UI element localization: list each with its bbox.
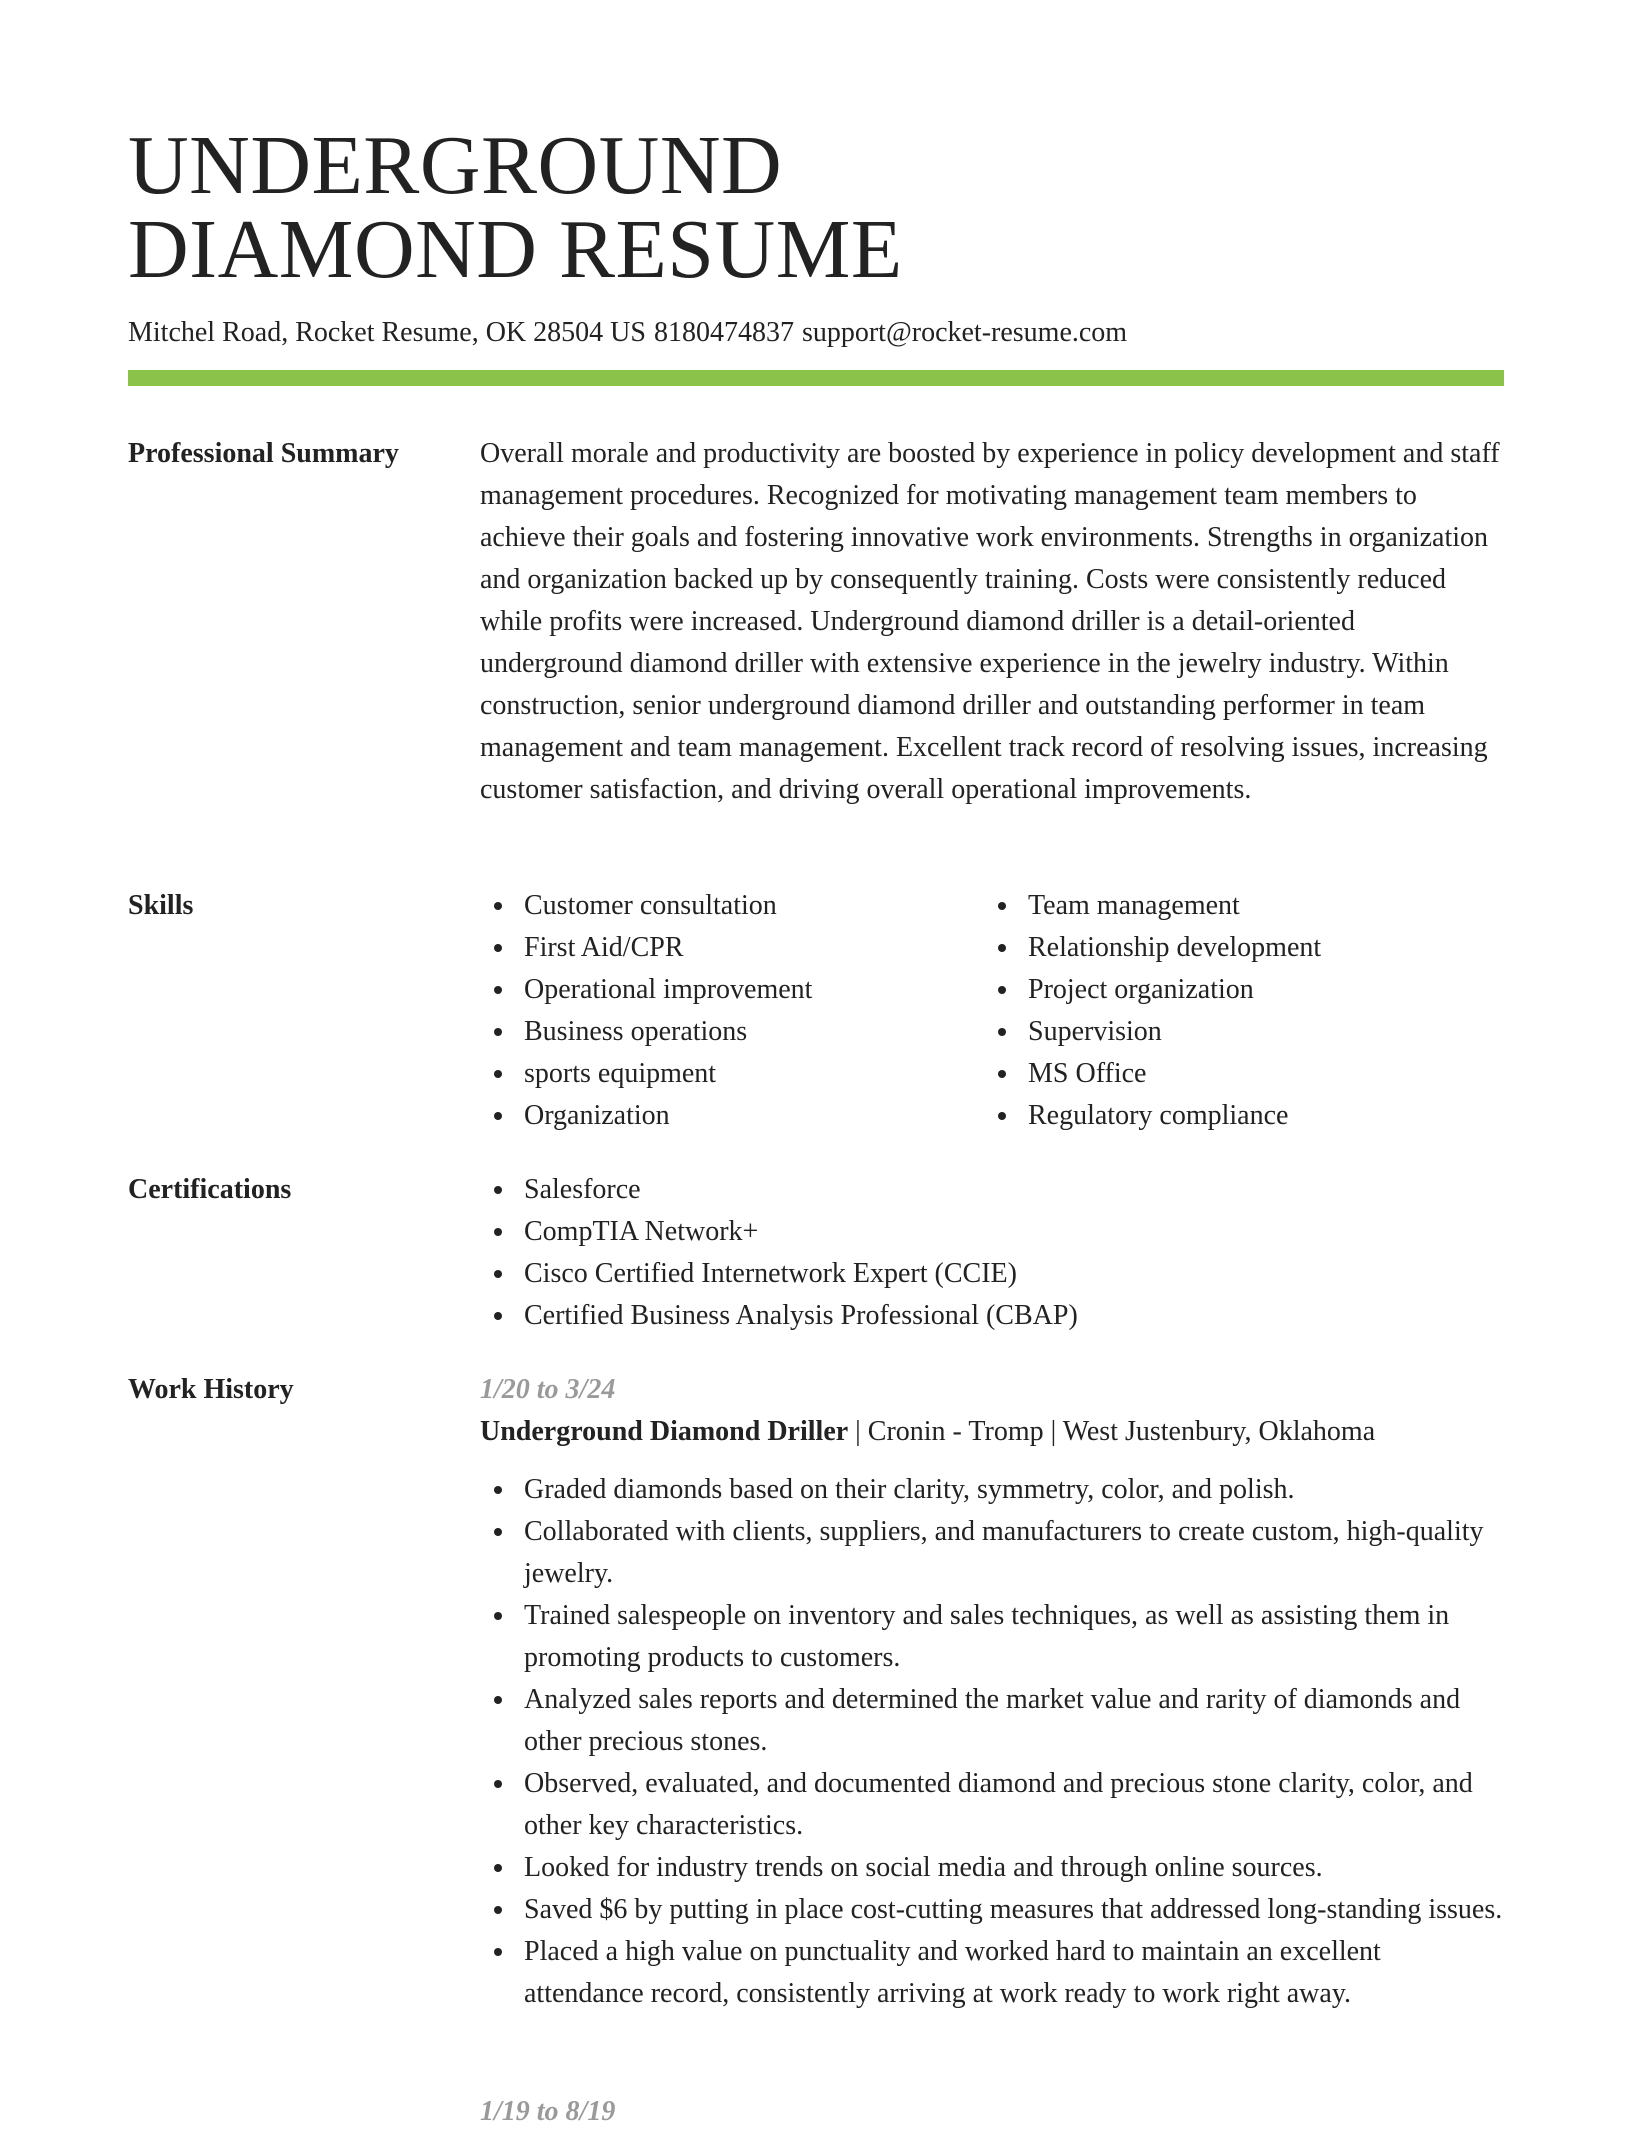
- bullet-icon: [494, 1906, 502, 1914]
- bullet-icon: [494, 1696, 502, 1704]
- bullet-icon: [998, 1070, 1006, 1078]
- bullet-icon: [998, 1112, 1006, 1120]
- job-employer-location: | Cronin - Tromp | West Justenbury, Oklahoma: [848, 1416, 1376, 1447]
- list-item: Relationship development: [984, 927, 1488, 969]
- contact-phone: 8180474837: [653, 317, 794, 348]
- bullet-icon: [494, 1948, 502, 1956]
- list-item: Organization: [480, 1095, 984, 1137]
- bullet-icon: [494, 1186, 502, 1194]
- list-item: Team management: [984, 885, 1488, 927]
- resume-page: [128, 0, 1504, 2127]
- bullet-icon: [494, 1780, 502, 1788]
- bullet-icon: [998, 1028, 1006, 1036]
- skills-column-left: [480, 885, 984, 1137]
- certifications-body: [480, 1169, 1504, 1337]
- bullet-icon: [494, 1612, 502, 1620]
- list-item: Graded diamonds based on their clarity, symmetry, color, and polish.: [480, 1469, 1504, 1511]
- name-line-2: DIAMOND RESUME: [128, 203, 903, 296]
- summary-body: [480, 433, 1504, 811]
- list-item: Observed, evaluated, and documented diamond and precious stone clarity, color, and other key characteristics.: [480, 1763, 1504, 1847]
- bullet-icon: [494, 1028, 502, 1036]
- bullet-icon: [998, 944, 1006, 952]
- list-item: Certified Business Analysis Professional (CBAP): [480, 1295, 1504, 1337]
- list-item: Customer consultation: [480, 885, 984, 927]
- list-item: Salesforce: [480, 1169, 1504, 1211]
- bullet-icon: [494, 1486, 502, 1494]
- list-item: Supervision: [984, 1011, 1488, 1053]
- bullet-icon: [494, 986, 502, 994]
- bullet-icon: [494, 1270, 502, 1278]
- contact-email: support@rocket-resume.com: [801, 317, 1128, 348]
- bullet-icon: [494, 902, 502, 910]
- bullet-icon: [494, 944, 502, 952]
- list-item: Trained salespeople on inventory and sales techniques, as well as assisting them in promoting products to customers.: [480, 1595, 1504, 1679]
- resume-name: [128, 119, 1504, 296]
- job-dates: 1/20 to 3/24: [480, 1374, 616, 1405]
- work-history-continued-body: [480, 2091, 1504, 2133]
- section-label-work-history: Work History: [128, 1374, 294, 1405]
- list-item: Operational improvement: [480, 969, 984, 1011]
- skills-columns: [480, 885, 1504, 1137]
- job-entry: [480, 1369, 1504, 2015]
- work-history-body: [480, 1369, 1504, 2015]
- bullet-icon: [998, 902, 1006, 910]
- list-item: Regulatory compliance: [984, 1095, 1488, 1137]
- section-label-summary: Professional Summary: [128, 438, 399, 469]
- list-item: Cisco Certified Internetwork Expert (CCIE): [480, 1253, 1504, 1295]
- job-dates: 1/19 to 8/19: [480, 2096, 616, 2127]
- bullet-icon: [494, 1228, 502, 1236]
- bullet-icon: [494, 1070, 502, 1078]
- bullet-icon: [494, 1312, 502, 1320]
- section-label-skills: Skills: [128, 890, 194, 921]
- list-item: First Aid/CPR: [480, 927, 984, 969]
- skills-list-left: [480, 885, 984, 1137]
- list-item: Placed a high value on punctuality and worked hard to maintain an excellent attendance record, consistently arriving at work ready to work right away.: [480, 1931, 1504, 2015]
- bullet-icon: [494, 1112, 502, 1120]
- contact-address: Mitchel Road, Rocket Resume, OK 28504 US: [128, 317, 646, 348]
- list-item: sports equipment: [480, 1053, 984, 1095]
- skills-list-right: [984, 885, 1488, 1137]
- header-divider: [128, 370, 1504, 386]
- list-item: Project organization: [984, 969, 1488, 1011]
- contact-line: [128, 315, 1504, 351]
- section-label-certifications: Certifications: [128, 1174, 292, 1205]
- skills-column-right: [984, 885, 1488, 1137]
- list-item: Looked for industry trends on social media and through online sources.: [480, 1847, 1504, 1889]
- job-title: Underground Diamond Driller: [480, 1416, 849, 1447]
- list-item: Saved $6 by putting in place cost-cutting measures that addressed long-standing issues.: [480, 1889, 1504, 1931]
- skills-body: [480, 885, 1504, 1137]
- list-item: Analyzed sales reports and determined the market value and rarity of diamonds and other precious stones.: [480, 1679, 1504, 1763]
- list-item: Collaborated with clients, suppliers, and manufacturers to create custom, high-quality jewelry.: [480, 1511, 1504, 1595]
- bullet-icon: [494, 1528, 502, 1536]
- list-item: Business operations: [480, 1011, 984, 1053]
- summary-text: Overall morale and productivity are boosted by experience in policy development and staff management procedures. Recognized for motivating management team members to achieve their goals and fostering innovative work environments. Strengths in organization and organization backed up by consequently training. Costs were consistently reduced while profits were increased. Underground diamond driller is a detail-oriented underground diamond driller with extensive experience in the jewelry industry. Within construction, senior underground diamond driller and outstanding performer in team management and team management. Excellent track record of resolving issues, increasing customer satisfaction, and driving overall operational improvements.: [480, 438, 1500, 805]
- certifications-list: [480, 1169, 1504, 1337]
- name-line-1: UNDERGROUND: [128, 119, 783, 212]
- bullet-icon: [998, 986, 1006, 994]
- job-duties-list: [480, 1469, 1504, 2015]
- bullet-icon: [494, 1864, 502, 1872]
- list-item: CompTIA Network+: [480, 1211, 1504, 1253]
- job-title-line: [480, 1411, 1504, 1453]
- list-item: MS Office: [984, 1053, 1488, 1095]
